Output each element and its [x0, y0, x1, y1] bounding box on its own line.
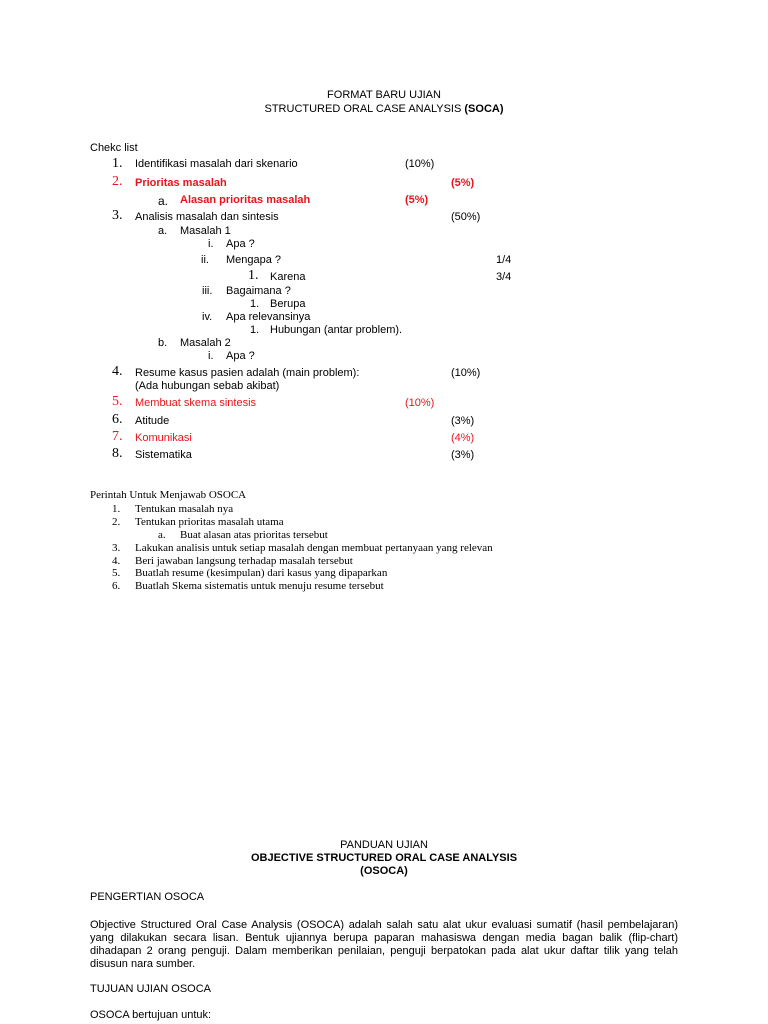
- panduan-acronym: (OSOCA): [360, 865, 408, 877]
- checklist-number: 1.: [112, 156, 123, 171]
- checklist-item: Atitude: [135, 415, 170, 427]
- checklist-number: 1.: [250, 298, 260, 310]
- checklist-weight: (4%): [451, 432, 475, 444]
- checklist-number: 8.: [112, 446, 123, 461]
- checklist-item: Apa ?: [226, 238, 255, 250]
- perintah-item: Tentukan prioritas masalah utama: [135, 516, 284, 528]
- checklist-number: a.: [158, 225, 168, 237]
- checklist-item: Sistematika: [135, 449, 192, 461]
- perintah-item: Buatlah resume (kesimpulan) dari kasus yang dipaparkan: [135, 567, 388, 579]
- checklist-number: 1.: [248, 268, 259, 283]
- perintah-item: Lakukan analisis untuk setiap masalah dengan membuat pertanyaan yang relevan: [135, 542, 493, 554]
- checklist-item: Membuat skema sintesis: [135, 397, 257, 409]
- checklist-weight: (5%): [405, 194, 429, 206]
- checklist-item: Masalah 2: [180, 337, 231, 349]
- checklist-item: Masalah 1: [180, 225, 231, 237]
- checklist-number: 6.: [112, 412, 123, 427]
- pengertian-paragraph: Objective Structured Oral Case Analysis (OSOCA) adalah salah satu alat ukur evaluasi sumatif (hasil pembelajaran) yang dilakukan secara lisan. Bentuk ujiannya berupa paparan mahasiswa dengan media bagan balik (flip-chart) dihadapan 2 orang penguji. Dalam memberikan penilaian, penguji berpatokan pada alat ukur daftar tilik yang telah disusun nara sumber.: [90, 919, 678, 970]
- checklist-number: iii.: [202, 285, 213, 297]
- checklist-number: ii.: [201, 254, 209, 266]
- checklist-number: 1.: [250, 324, 260, 336]
- perintah-title: Perintah Untuk Menjawab OSOCA: [90, 489, 247, 501]
- perintah-number: 3.: [112, 542, 121, 554]
- perintah-number: 6.: [112, 580, 121, 592]
- checklist-item-note: (Ada hubungan sebab akibat): [135, 380, 280, 392]
- checklist-item: Apa relevansinya: [226, 311, 311, 323]
- checklist-item: Alasan prioritas masalah: [180, 194, 311, 206]
- perintah-number: 2.: [112, 516, 121, 528]
- checklist-item: Apa ?: [226, 350, 255, 362]
- doc-subtitle-acronym: (SOCA): [464, 103, 504, 115]
- checklist-item: Identifikasi masalah dari skenario: [135, 158, 298, 170]
- checklist-item: Prioritas masalah: [135, 177, 227, 189]
- tujuan-heading: TUJUAN UJIAN OSOCA: [90, 983, 212, 995]
- checklist-weight: (3%): [451, 415, 475, 427]
- checklist-number: 7.: [112, 429, 123, 444]
- perintah-item: Buatlah Skema sistematis untuk menuju resume tersebut: [135, 580, 384, 592]
- checklist-weight: (10%): [451, 367, 481, 379]
- doc-title: FORMAT BARU UJIAN: [327, 89, 441, 101]
- perintah-number: 5.: [112, 567, 121, 579]
- perintah-number: 1.: [112, 503, 121, 515]
- perintah-item: Tentukan masalah nya: [135, 503, 234, 515]
- panduan-title: PANDUAN UJIAN: [340, 839, 428, 851]
- doc-subtitle: [0, 103, 768, 115]
- checklist-weight: (3%): [451, 449, 475, 461]
- checklist-item: Mengapa ?: [226, 254, 282, 266]
- checklist-item: Bagaimana ?: [226, 285, 291, 297]
- checklist-weight: (10%): [405, 158, 435, 170]
- checklist-item: Hubungan (antar problem).: [270, 324, 403, 336]
- checklist-title: Chekc list: [90, 142, 138, 154]
- checklist-number: 4.: [112, 364, 123, 379]
- panduan-subtitle: OBJECTIVE STRUCTURED ORAL CASE ANALYSIS: [250, 852, 518, 864]
- perintah-number: a.: [158, 529, 166, 541]
- tujuan-intro: OSOCA bertujuan untuk:: [90, 1009, 212, 1021]
- pengertian-heading: PENGERTIAN OSOCA: [90, 891, 205, 903]
- checklist-number: b.: [158, 337, 168, 349]
- checklist-number: i.: [208, 350, 214, 362]
- checklist-item: Resume kasus pasien adalah (main problem):: [135, 367, 360, 379]
- doc-subtitle-text: STRUCTURED ORAL CASE ANALYSIS: [264, 103, 465, 115]
- checklist-item: Karena: [270, 271, 306, 283]
- checklist-weight: (10%): [405, 397, 435, 409]
- checklist-item: Analisis masalah dan sintesis: [135, 211, 279, 223]
- checklist-number: 2.: [112, 174, 123, 189]
- checklist-number: iv.: [202, 311, 213, 323]
- checklist-fraction: 1/4: [496, 254, 512, 266]
- checklist-weight: (5%): [451, 177, 475, 189]
- checklist-weight: (50%): [451, 211, 481, 223]
- perintah-item: Beri jawaban langsung terhadap masalah tersebut: [135, 555, 353, 567]
- checklist-number: 5.: [112, 394, 123, 409]
- checklist-number: a.: [158, 194, 169, 208]
- checklist-number: 3.: [112, 208, 123, 223]
- checklist-item: Berupa: [270, 298, 306, 310]
- checklist-fraction: 3/4: [496, 271, 512, 283]
- checklist-number: i.: [208, 238, 214, 250]
- perintah-number: 4.: [112, 555, 121, 567]
- perintah-item: Buat alasan atas prioritas tersebut: [180, 529, 328, 541]
- checklist-item: Komunikasi: [135, 432, 192, 444]
